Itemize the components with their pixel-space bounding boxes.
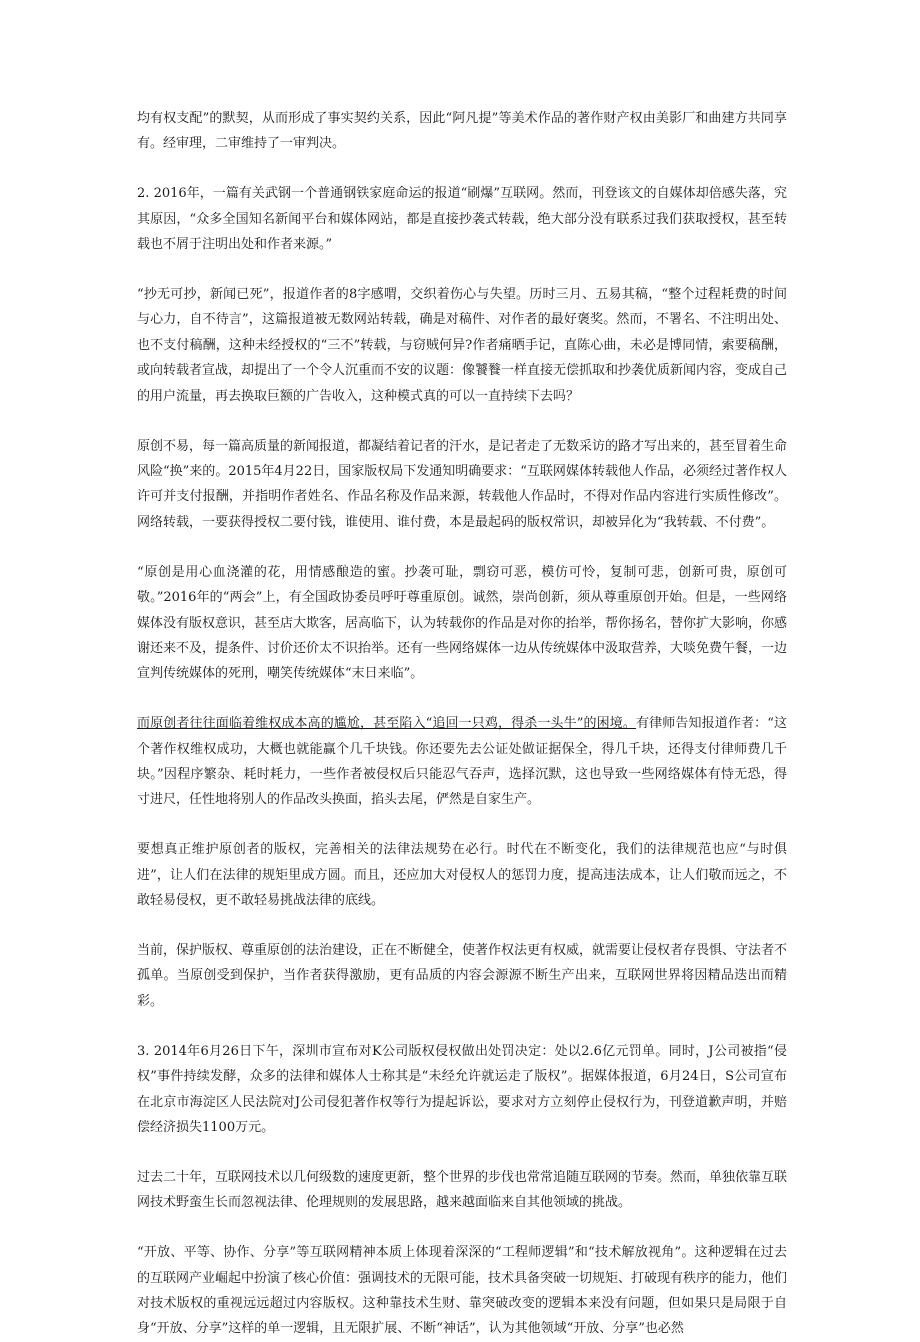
paragraph-8: 当前，保护版权、尊重原创的法治建设，正在不断健全，使著作权法更有权威，就需要让侵权者存畏惧、守法者不孤单。当原创受到保护，当作者获得激励，更有品质的内容会源源不断生产出来，互联网世界将因精品迭出而精彩。 bbox=[137, 943, 788, 1009]
paragraph-11: “开放、平等、协作、分享”等互联网精神本质上体现着深深的“工程师逻辑”和“技术解放视角”。这种逻辑在过去的互联网产业崛起中扮演了核心价值：强调技术的无限可能，技术具备突破一切规矩、打破现有秩序的能力，他们对技术版权的重视远远超过内容版权。这种靠技术生财、靠突破改变的逻辑本来没有问题，但如果只是局限于自身“开放、分享”这样的单一逻辑，且无限扩展、不断“神话”，认为其他领域“开放、分享”也必然 bbox=[137, 1245, 788, 1337]
paragraph-9: 3. 2014年6月26日下午，深圳市宣布对K公司版权侵权做出处罚决定：处以2.6亿元罚单。同时，J公司被指“侵权”事件持续发酵，众多的法律和媒体人士称其是“未经允许就运走了版权”。据媒体报道，6月24日，S公司宣布在北京市海淀区人民法院对J公司侵犯著作权等行为提起诉讼，要求对方立刻停止侵权行为，刊登道歉声明，并赔偿经济损失1100万元。 bbox=[137, 1043, 787, 1135]
underlined-passage: 而原创者往往面临着维权成本高的尴尬，甚至陷入“追回一只鸡，得杀一头牛”的困境。 bbox=[137, 716, 636, 732]
paragraph-3: “抄无可抄，新闻已死”，报道作者的8字感喟，交织着伤心与失望。历时三月、五易其稿，“整个过程耗费的时间与心力，自不待言”，这篇报道被无数网站转载，确是对稿件、对作者的最好褒奖。然而，不署名、不注明出处、也不支付稿酬，这种未经授权的“三不”转载，与窃贼何异?作者痛晒手记，直陈心曲，未必是博同情，索要稿酬，或向转载者宣战，却提出了一个令人沉重而不安的议题：像饕餮一样直接无偿抓取和抄袭优质新闻内容，变成自己的用户流量，再去换取巨额的广告收入，这种模式真的可以一直持续下去吗？ bbox=[137, 287, 788, 404]
paragraph-10: 过去二十年，互联网技术以几何级数的速度更新，整个世界的步伐也常常追随互联网的节奏。然而，单独依靠互联网技术野蛮生长而忽视法律、伦理规则的发展思路，越来越面临来自其他领域的挑战。 bbox=[137, 1169, 788, 1211]
paragraph-6 bbox=[137, 711, 787, 813]
paragraph-6-rest: 这个著作权维权成功，大概也就能赢个几千块钱。你还要先去公证处做证据保全，得几千块，还得支付律师费几千块。”因程序繁杂、耗时耗力，一些作者被侵权后只能忍气吞声，选择沉默，这也导致一些网络媒体有恃无恐，得寸进尺，任性地将别人的作品改头换面，掐头去尾，俨然是自家生产。 bbox=[137, 716, 787, 808]
document-body bbox=[137, 106, 787, 1342]
paragraph-1: 均有权支配”的默契，从而形成了事实契约关系，因此“阿凡提”等美术作品的著作财产权由美影厂和曲建方共同享有。经审理，二审维持了一审判决。 bbox=[137, 111, 787, 152]
paragraph-4: 原创不易，每一篇高质量的新闻报道，都凝结着记者的汗水，是记者走了无数采访的路才写出来的，甚至冒着生命风险“换”来的。2015年4月22日，国家版权局下发通知明确要求：“互联网媒体转载他人作品，必须经过著作权人许可并支付报酬，并指明作者姓名、作品名称及作品来源，转载他人作品时，不得对作品内容进行实质性修改”。网络转载，一要获得授权二要付钱，谁使用、谁付费，本是最起码的版权常识，却被异化为“我转载、不付费”。 bbox=[137, 438, 788, 530]
paragraph-7: 要想真正维护原创者的版权，完善相关的法律法规势在必行。时代在不断变化，我们的法律规范也应“与时俱进”，让人们在法律的规矩里成方圆。而且，还应加大对侵权人的惩罚力度，提高违法成本，让人们敬而远之，不敢轻易侵权，更不敢轻易挑战法律的底线。 bbox=[137, 842, 787, 909]
lawyer-intro: 有律师告知报道作者：“ bbox=[636, 716, 774, 732]
paragraph-2: 2. 2016年，一篇有关武钢一个普通钢铁家庭命运的报道“刷爆”互联网。然而，刊登该文的自媒体却倍感失落，究其原因，“众多全国知名新闻平台和媒体网站，都是直接抄袭式转载，绝大部分没有联系过我们获取授权，甚至转载也不屑于注明出处和作者来源。” bbox=[137, 186, 787, 253]
paragraph-5: “原创是用心血浇灌的花，用情感酿造的蜜。抄袭可耻，剽窃可恶，模仿可怜，复制可悲，创新可贵，原创可敬。”2016年的“两会”上，有全国政协委员呼吁尊重原创。诚然，崇尚创新，须从尊重原创开始。但是，一些网络媒体没有版权意识，甚至店大欺客，居高临下，认为转载你的作品是对你的抬举，帮你扬名，替你扩大影响，你感谢还来不及，提条件、讨价还价太不识抬举。还有一些网络媒体一边从传统媒体中汲取营养，大啖免费午餐，一边宣判传统媒体的死刑，嘲笑传统媒体“末日来临”。 bbox=[137, 564, 788, 682]
